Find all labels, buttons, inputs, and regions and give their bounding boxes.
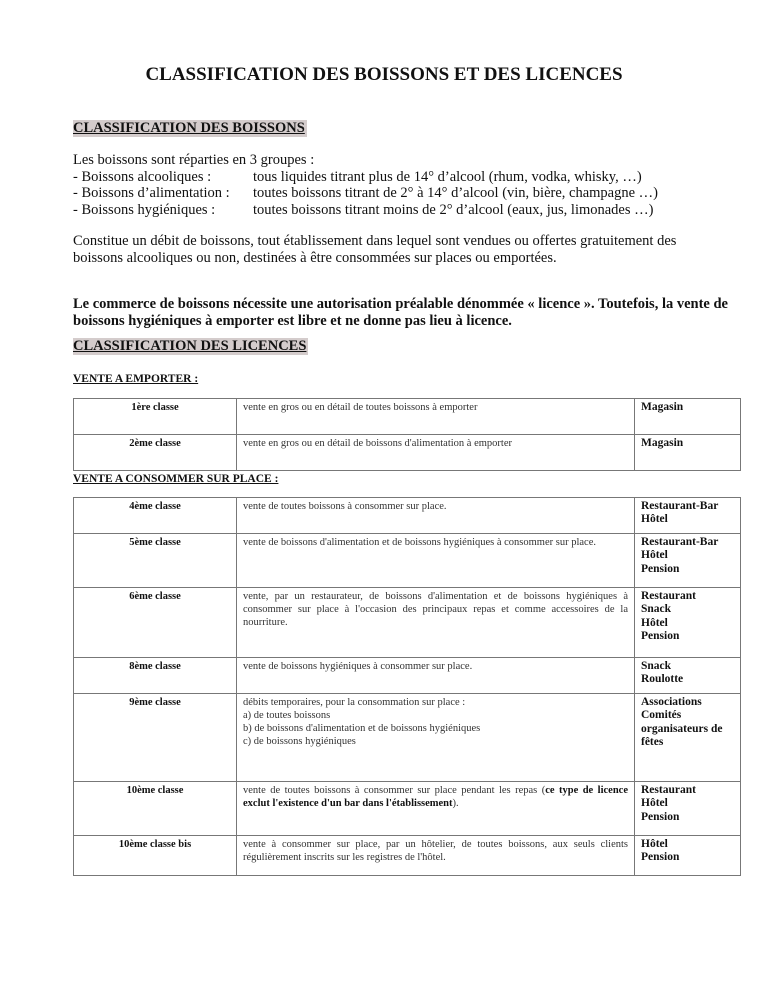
licence-class: 6ème classe	[74, 588, 237, 658]
table-row	[74, 782, 741, 836]
table-row	[74, 399, 741, 435]
table-row	[74, 658, 741, 694]
table-row	[74, 694, 741, 782]
licence-description: débits temporaires, pour la consommation sur place : a) de toutes boissons b) de boissons d'alimentation et de boissons hygiéniques c) de boissons hygiéniques	[237, 694, 635, 782]
group-desc: toutes boissons titrant de 2° à 14° d’alcool (vin, bière, champagne …)	[253, 185, 659, 201]
section-heading-licences: CLASSIFICATION DES LICENCES	[73, 338, 307, 354]
subheading-emporter: VENTE A EMPORTER :	[73, 373, 199, 385]
group-row	[73, 202, 733, 219]
establishment-types: Hôtel Pension	[635, 836, 741, 876]
establishment-types: Restaurant-Bar Hôtel Pension	[635, 534, 741, 588]
license-paragraph: Le commerce de boissons nécessite une autorisation préalable dénommée « licence ». Toutefois, la vente de boissons hygiéniques à emporter est libre et ne donne pas lieu à licence.	[73, 296, 728, 329]
licence-class: 5ème classe	[74, 534, 237, 588]
group-row	[73, 169, 733, 186]
section-heading-boissons: CLASSIFICATION DES BOISSONS	[73, 120, 305, 136]
licence-class: 10ème classe	[74, 782, 237, 836]
group-row	[73, 185, 733, 202]
establishment-types: Restaurant Hôtel Pension	[635, 782, 741, 836]
page-title: CLASSIFICATION DES BOISSONS ET DES LICENCES	[145, 64, 623, 85]
table-row	[74, 498, 741, 534]
group-label: - Boissons alcooliques :	[73, 168, 212, 185]
group-label: - Boissons d’alimentation :	[73, 185, 230, 201]
subheading-sur-place: VENTE A CONSOMMER SUR PLACE :	[73, 473, 279, 485]
establishment-types: Restaurant Snack Hôtel Pension	[635, 588, 741, 658]
licence-class: 9ème classe	[74, 694, 237, 782]
licence-class: 10ème classe bis	[74, 836, 237, 876]
table-row	[74, 534, 741, 588]
licence-class: 2ème classe	[74, 435, 237, 471]
table-sur-place	[73, 497, 741, 876]
group-desc: tous liquides titrant plus de 14° d’alcool (rhum, vodka, whisky, …)	[253, 168, 642, 185]
establishment-types: Magasin	[635, 435, 741, 471]
table-row	[74, 836, 741, 876]
definition-paragraph: Constitue un débit de boissons, tout établissement dans lequel sont vendues ou offertes gratuitement des boissons alcooliques ou non, destinées à être consommées sur places ou emportées.	[73, 233, 677, 266]
licence-description: vente en gros ou en détail de toutes boissons à emporter	[237, 399, 635, 435]
licence-class: 4ème classe	[74, 498, 237, 534]
establishment-types: Snack Roulotte	[635, 658, 741, 694]
licence-description: vente, par un restaurateur, de boissons d'alimentation et de boissons hygiéniques à consommer sur place à l'occasion des principaux repas et comme accessoires de la nourriture.	[237, 588, 635, 658]
table-row	[74, 588, 741, 658]
licence-description: vente de boissons hygiéniques à consommer sur place.	[237, 658, 635, 694]
table-emporter	[73, 398, 741, 471]
table-row	[74, 435, 741, 471]
establishment-types: Associations Comités organisateurs de fêtes	[635, 694, 741, 782]
licence-class: 1ère classe	[74, 399, 237, 435]
licence-description: vente de toutes boissons à consommer sur place pendant les repas (ce type de licence exclut l'existence d'un bar dans l'établissement).	[237, 782, 635, 836]
licence-description: vente à consommer sur place, par un hôtelier, de toutes boissons, aux seuls clients régulièrement inscrits sur les registres de l'hôtel.	[237, 836, 635, 876]
licence-description: vente de toutes boissons à consommer sur place.	[237, 498, 635, 534]
establishment-types: Magasin	[635, 399, 741, 435]
licence-description: vente en gros ou en détail de boissons d'alimentation à emporter	[237, 435, 635, 471]
licence-class: 8ème classe	[74, 658, 237, 694]
establishment-types: Restaurant-Bar Hôtel	[635, 498, 741, 534]
group-label: - Boissons hygiéniques :	[73, 201, 216, 218]
licence-description: vente de boissons d'alimentation et de boissons hygiéniques à consommer sur place.	[237, 534, 635, 588]
group-desc: toutes boissons titrant moins de 2° d’alcool (eaux, jus, limonades …)	[253, 201, 654, 218]
intro-text: Les boissons sont réparties en 3 groupes :	[73, 152, 315, 168]
groups-block	[73, 152, 733, 218]
